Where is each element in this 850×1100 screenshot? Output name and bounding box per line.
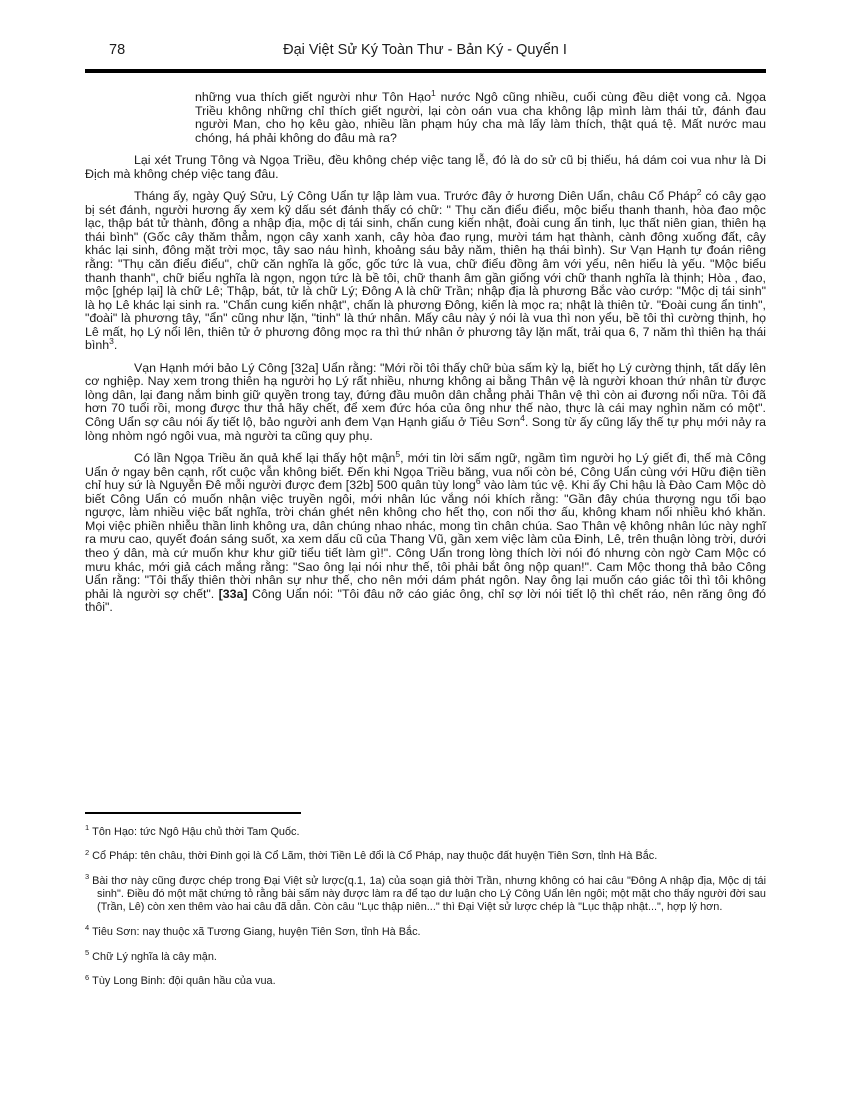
footnote-reference: 2 — [696, 187, 702, 198]
footnote-number: 3 — [85, 872, 90, 882]
folio-marker: [33a] — [218, 586, 248, 601]
header-rule — [85, 69, 766, 73]
footnote-number: 2 — [85, 847, 90, 857]
footnote-number: 1 — [85, 822, 90, 832]
footnote: $^3$ Bài thơ này cũng được chép trong Đại Việt sử lược(q.1, 1a) của soạn giả thời Trần, nhưng không có hai câu "Đông A nhập địa, Mộc dị tái sinh". Điều đó một mặt chứng tỏ rằng bài sấm này được làm ra để tạo dư luận cho Lý Công Uẩn lên ngôi; một mặt cho thấy người đời sau (Trần, Lê) còn xen thêm vào hai câu đã dẫn. Còn câu "Lục thập niên..." thì Đại Việt sử lược chép là "Lục thập nhật...", hợp lý hơn. — [85, 872, 766, 914]
footnote: $^4$ Tiêu Sơn: nay thuộc xã Tương Giang, huyện Tiên Sơn, tỉnh Hà Bắc. — [85, 923, 421, 939]
footnote-number: 4 — [85, 923, 90, 933]
page-header — [85, 42, 765, 64]
footnote-reference: 5 — [395, 449, 401, 459]
body-text — [85, 87, 767, 624]
page-title: Đại Việt Sử Ký Toàn Thư - Bản Ký - Quyển I — [283, 42, 567, 58]
footnote-number: 6 — [85, 972, 90, 982]
footnote: $^5$ Chữ Lý nghĩa là cây mận. — [85, 948, 217, 963]
quoted-paragraph: những vua thích giết người như Tôn Hạo$^1$ nước Ngô cũng nhiều, cuối cùng đều diệt vong cả. Ngọa Triều không những chỉ thích giết người, lại còn oán vua cha không lập mình làm thái tử, đánh đau người Man, cho họ kêu gào, nhiều lần phạm húy cha mà lấy làm thích, thật quá tệ. Mất nước mau chóng, há phải không do đâu mà ra? — [195, 87, 766, 145]
footnote-separator — [85, 812, 301, 814]
paragraph: Lại xét Trung Tông và Ngọa Triều, đều không chép việc tang lễ, đó là do sử cũ bị thiếu, há dám coi vua như là Di Địch mà không chép việc tang đâu. — [85, 153, 766, 181]
footnote-reference: 6 — [475, 476, 481, 487]
footnote-reference: 3 — [109, 336, 114, 347]
paragraph: Có lần Ngọa Triều ăn quả khế lại thấy hột mận$^5$, mới tin lời sấm ngữ, ngầm tìm người họ Lý giết đi, thế mà Công Uẩn ở ngay bên cạnh, rốt cuộc vẫn không biết. Đến khi Ngọa Triều băng, vua nối còn bé, Công Uẩn cùng với Hữu điện tiền chỉ huy sứ là Nguyễn Đê mỗi người được đem [32b] 500 quân tùy long$^6$ vào làm túc vệ. Khi ấy Chi hậu là Đào Cam Mộc dò biết Công Uẩn có muốn nhận việc truyền ngôi, mới nhân lúc vắng nói khích rằng: "Gần đây chúa thượng ngu tối bạo ngược, làm nhiều việc bất nghĩa, trời chán ghét nên không cho hết thọ, con nối thơ ấu, không kham nổi nhiều khó khăn. Mọi việc phiền nhiễu thần linh không ưa, dân chúng nhao nhác, mong tìn chân chúa. Sao Thân vệ không nhân lúc này nghĩ ra mưu cao, quyết đoán sáng suốt, xa xem dấu cũ của Thang Vũ, gần xem việc làm của Đinh, Lê, trên thuận lòng trời, dưới theo ý dân, mà cứ muốn khư khư giữ tiểu tiết làm gì!". Công Uẩn trong lòng thích lời nói đó nhưng còn ngờ Cam Mộc có mưu khác, mới giả cách mắng rằng: "Sao ông lại nói như thế, tôi phải bắt ông nộp quan!". Cam Mộc thong thả bảo Công Uẩn rằng: "Tôi thấy thiên thời nhân sự như thế, cho nên mới dám phát ngôn. Nay ông lại muốn cáo giác tôi thì tôi không phải là người sợ chết". [33a] Công Uẩn nói: "Tôi đâu nỡ cáo giác ông, chỉ sợ lời nói tiết lộ thì chết ráo, nên răng ông đó thôi". — [85, 449, 766, 615]
footnote: $^2$ Cổ Pháp: tên châu, thời Đinh gọi là Cổ Lãm, thời Tiền Lê đổi là Cổ Pháp, nay thuộc đất huyện Tiên Sơn, tỉnh Hà Bắc. — [85, 847, 658, 863]
footnote: $^6$ Tùy Long Binh: đội quân hầu của vua. — [85, 972, 276, 988]
footnotes-section — [85, 812, 766, 989]
footnote-reference: 4 — [520, 412, 525, 423]
footnote-reference: 1 — [431, 87, 436, 98]
paragraph: Tháng ấy, ngày Quý Sửu, Lý Công Uẩn tự lập làm vua. Trước đây ở hương Diên Uẩn, châu Cổ Pháp$^2$ có cây gạo bị sét đánh, người hương ấy xem kỹ dấu sét đánh thấy có chữ: " Thụ căn điểu điểu, mộc biểu thanh thanh, hòa đao mộc lạc, thập bát tử thành, đông a nhập địa, mộc dị tái sinh, chấn cung kiến nhật, đoài cung ẩn tinh, lục thất niên gian, thiên hạ thái bình" (Gốc cây thăm thẳm, ngọn cây xanh xanh, cây hòa đao rụng, mười tám hạt thành, cành đông xuống đất, cây khác lại sinh, đông mặt trời mọc, tây sao náu hình, khoảng sáu bảy năm, thiên hạ thái bình). Sư Vạn Hạnh tự đoán riêng rằng: "Thụ căn điểu điểu", chữ căn nghĩa là gốc, gốc tức là vua, chữ điểu đồng âm với yểu, nên hiểu là yếu. "Mộc biểu thanh thanh", chữ biểu nghĩa là ngọn, ngọn tức là bề tôi, chữ thanh âm gần giống với chữ thanh nghĩa là thịnh; Hòa , đao, mộc [ghép lại] là chữ Lê; Thập, bát, tử là chữ Lý; Đông A là chữ Trần; nhập địa là phương Bắc vào cướp: "Mộc dị tái sinh" là họ Lê khác lại sinh ra. "Chấn cung kiến nhật", chấn là phương Đông, kiến là mọc ra; nhật là thiên tử. "Đoài cung ẩn tinh", "đoài" là phương tây, "ẩn" cũng như lặn, "tinh" là thứ nhân. Mấy câu này ý nói là vua thì non yểu, bề tôi thì cường thịnh, họ Lê mất, họ Lý nổi lên, thiên tử ở phương đông mọc ra thì thứ nhân ở phương tây lặn mất, trải qua 6, 7 năm thì thiên hạ thái bình$^3$. — [85, 187, 767, 353]
footnote: $^1$ Tôn Hạo: tức Ngô Hậu chủ thời Tam Quốc. — [85, 822, 300, 838]
footnote-list — [85, 822, 766, 989]
footnote-number: 5 — [85, 948, 90, 958]
paragraph: Vạn Hạnh mới bảo Lý Công [32a] Uẩn rằng: "Mới rồi tôi thấy chữ bùa sấm kỳ lạ, biết họ Lý cường thịnh, tất dấy lên cơ nghiệp. Nay xem trong thiên hạ người họ Lý rất nhiều, nhưng không ai bằng Thân vệ là người khoan thứ nhân từ được lòng dân, lại đang nắm binh giữ quyền trong tay, đứng đầu muôn dân chẳng phải Thân vệ thì còn ai đương nổi nữa. Tôi đã hơn 70 tuổi rồi, mong được thư thả hãy chết, để xem đức hóa của ông như thế nào, thực là cái may nghìn năm có một". Công Uẩn sợ câu nói ấy tiết lộ, bảo người anh đem Vạn Hạnh giấu ở Tiêu Sơn$^4$. Song từ ấy cũng lấy thế tự phụ mới nảy ra lòng nhòm ngó ngôi vua, mà người ta cũng quy phụ. — [85, 360, 767, 443]
page-number: 78 — [109, 42, 126, 58]
